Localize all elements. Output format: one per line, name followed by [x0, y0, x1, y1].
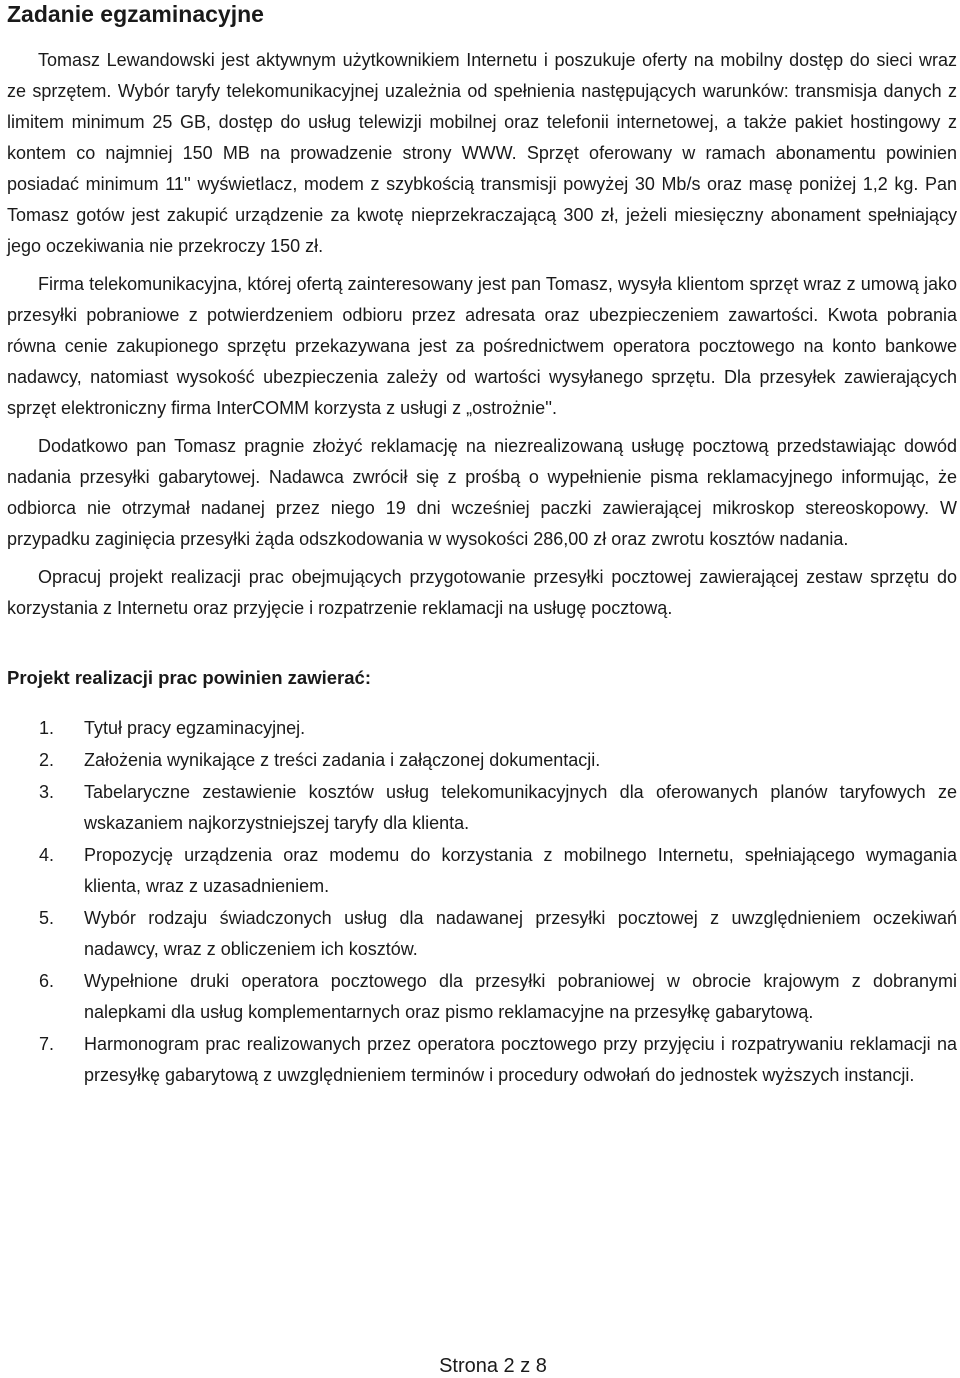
document-title: Zadanie egzaminacyjne	[7, 1, 264, 27]
list-item	[7, 903, 957, 965]
list-item	[7, 745, 957, 776]
list-item	[7, 840, 957, 902]
list-item	[7, 713, 957, 744]
list-item-text: Wypełnione druki operatora pocztowego dla przesyłki pobraniowej w obrocie krajowym z dobranymi nalepkami dla usług komplementarnych oraz pismo reklamacyjne na przesyłkę gabarytową.	[84, 971, 957, 1022]
list-item-number: 2.	[39, 750, 55, 770]
list-item-number: 4.	[39, 845, 55, 865]
paragraph-complaint: Dodatkowo pan Tomasz pragnie złożyć reklamację na niezrealizowaną usługę pocztową przedstawiając dowód nadania przesyłki gabarytowej. Nadawca zwrócił się z prośbą o wypełnienie pisma reklamacyjnego informując, że odbiorca nie otrzymał nadanej przez niego 19 dni wcześniej paczki zawierającej mikroskop stereoskopowy. W przypadku zaginięcia przesyłki żąda odszkodowania w wysokości 286,00 zł oraz zwrotu kosztów nadania.	[7, 436, 957, 549]
list-item-text: Założenia wynikające z treści zadania i załączonej dokumentacji.	[84, 750, 601, 770]
list-item-text: Tytuł pracy egzaminacyjnej.	[84, 718, 306, 738]
list-item-text: Propozycję urządzenia oraz modemu do korzystania z mobilnego Internetu, spełniającego wymagania klienta, wraz z uzasadnieniem.	[84, 845, 957, 896]
list-item-text: Wybór rodzaju świadczonych usług dla nadawanej przesyłki pocztowej z uwzględnieniem oczekiwań nadawcy, wraz z obliczeniem ich kosztów.	[84, 908, 957, 959]
list-item-text: Harmonogram prac realizowanych przez operatora pocztowego przy przyjęciu i rozpatrywaniu reklamacji na przesyłkę gabarytową z uwzględnieniem terminów i procedury odwołań do jednostek wyższych instancji.	[84, 1034, 957, 1085]
requirements-list	[7, 713, 957, 1091]
paragraph-shipping-conditions: Firma telekomunikacyjna, której ofertą zainteresowany jest pan Tomasz, wysyła klientom sprzęt wraz z umową jako przesyłki pobraniowe z potwierdzeniem odbioru przez adresata oraz ubezpieczeniem zawartości. Kwota pobrania równa cenie zakupionego sprzętu przekazywana jest za pośrednictwem operatora pocztowego na konto bankowe nadawcy, natomiast wysokość ubezpieczenia zależy od wartości wysyłanego sprzętu. Dla przesyłek zawierających sprzęt elektroniczny firma InterCOMM korzysta z usługi z „ostrożnie''.	[7, 274, 957, 418]
list-item-number: 3.	[39, 782, 55, 802]
list-item-number: 6.	[39, 971, 55, 991]
page-number-footer: Strona 2 z 8	[439, 1355, 547, 1377]
list-item-number: 1.	[39, 718, 55, 738]
list-item	[7, 777, 957, 839]
paragraph-task-instruction: Opracuj projekt realizacji prac obejmujących przygotowanie przesyłki pocztowej zawierającej zestaw sprzętu do korzystania z Internetu oraz przyjęcie i rozpatrzenie reklamacji na usługę pocztową.	[7, 567, 957, 618]
list-item-number: 7.	[39, 1034, 55, 1054]
paragraph-customer-requirements: Tomasz Lewandowski jest aktywnym użytkownikiem Internetu i poszukuje oferty na mobilny dostęp do sieci wraz ze sprzętem. Wybór taryfy telekomunikacyjnej uzależnia od spełnienia następujących warunków: transmisja danych z limitem minimum 25 GB, dostęp do usług telewizji mobilnej oraz telefonii internetowej, a także pakiet hostingowy z kontem co najmniej 150 MB na prowadzenie strony WWW. Sprzęt oferowany w ramach abonamentu powinien posiadać minimum 11'' wyświetlacz, modem z szybkością transmisji powyżej 30 Mb/s oraz masę poniżej 1,2 kg. Pan Tomasz gotów jest zakupić urządzenie za kwotę nieprzekraczającą 300 zł, jeżeli miesięczny abonament spełniający jego oczekiwania nie przekroczy 150 zł.	[7, 50, 957, 256]
document-page	[7, 0, 957, 1092]
project-heading: Projekt realizacji prac powinien zawierać:	[7, 667, 371, 688]
task-description	[7, 45, 957, 624]
list-item	[7, 1029, 957, 1091]
list-item-number: 5.	[39, 908, 55, 928]
list-item-text: Tabelaryczne zestawienie kosztów usług telekomunikacyjnych dla oferowanych planów taryfowych ze wskazaniem najkorzystniejszej taryfy dla klienta.	[84, 782, 957, 833]
list-item	[7, 966, 957, 1028]
